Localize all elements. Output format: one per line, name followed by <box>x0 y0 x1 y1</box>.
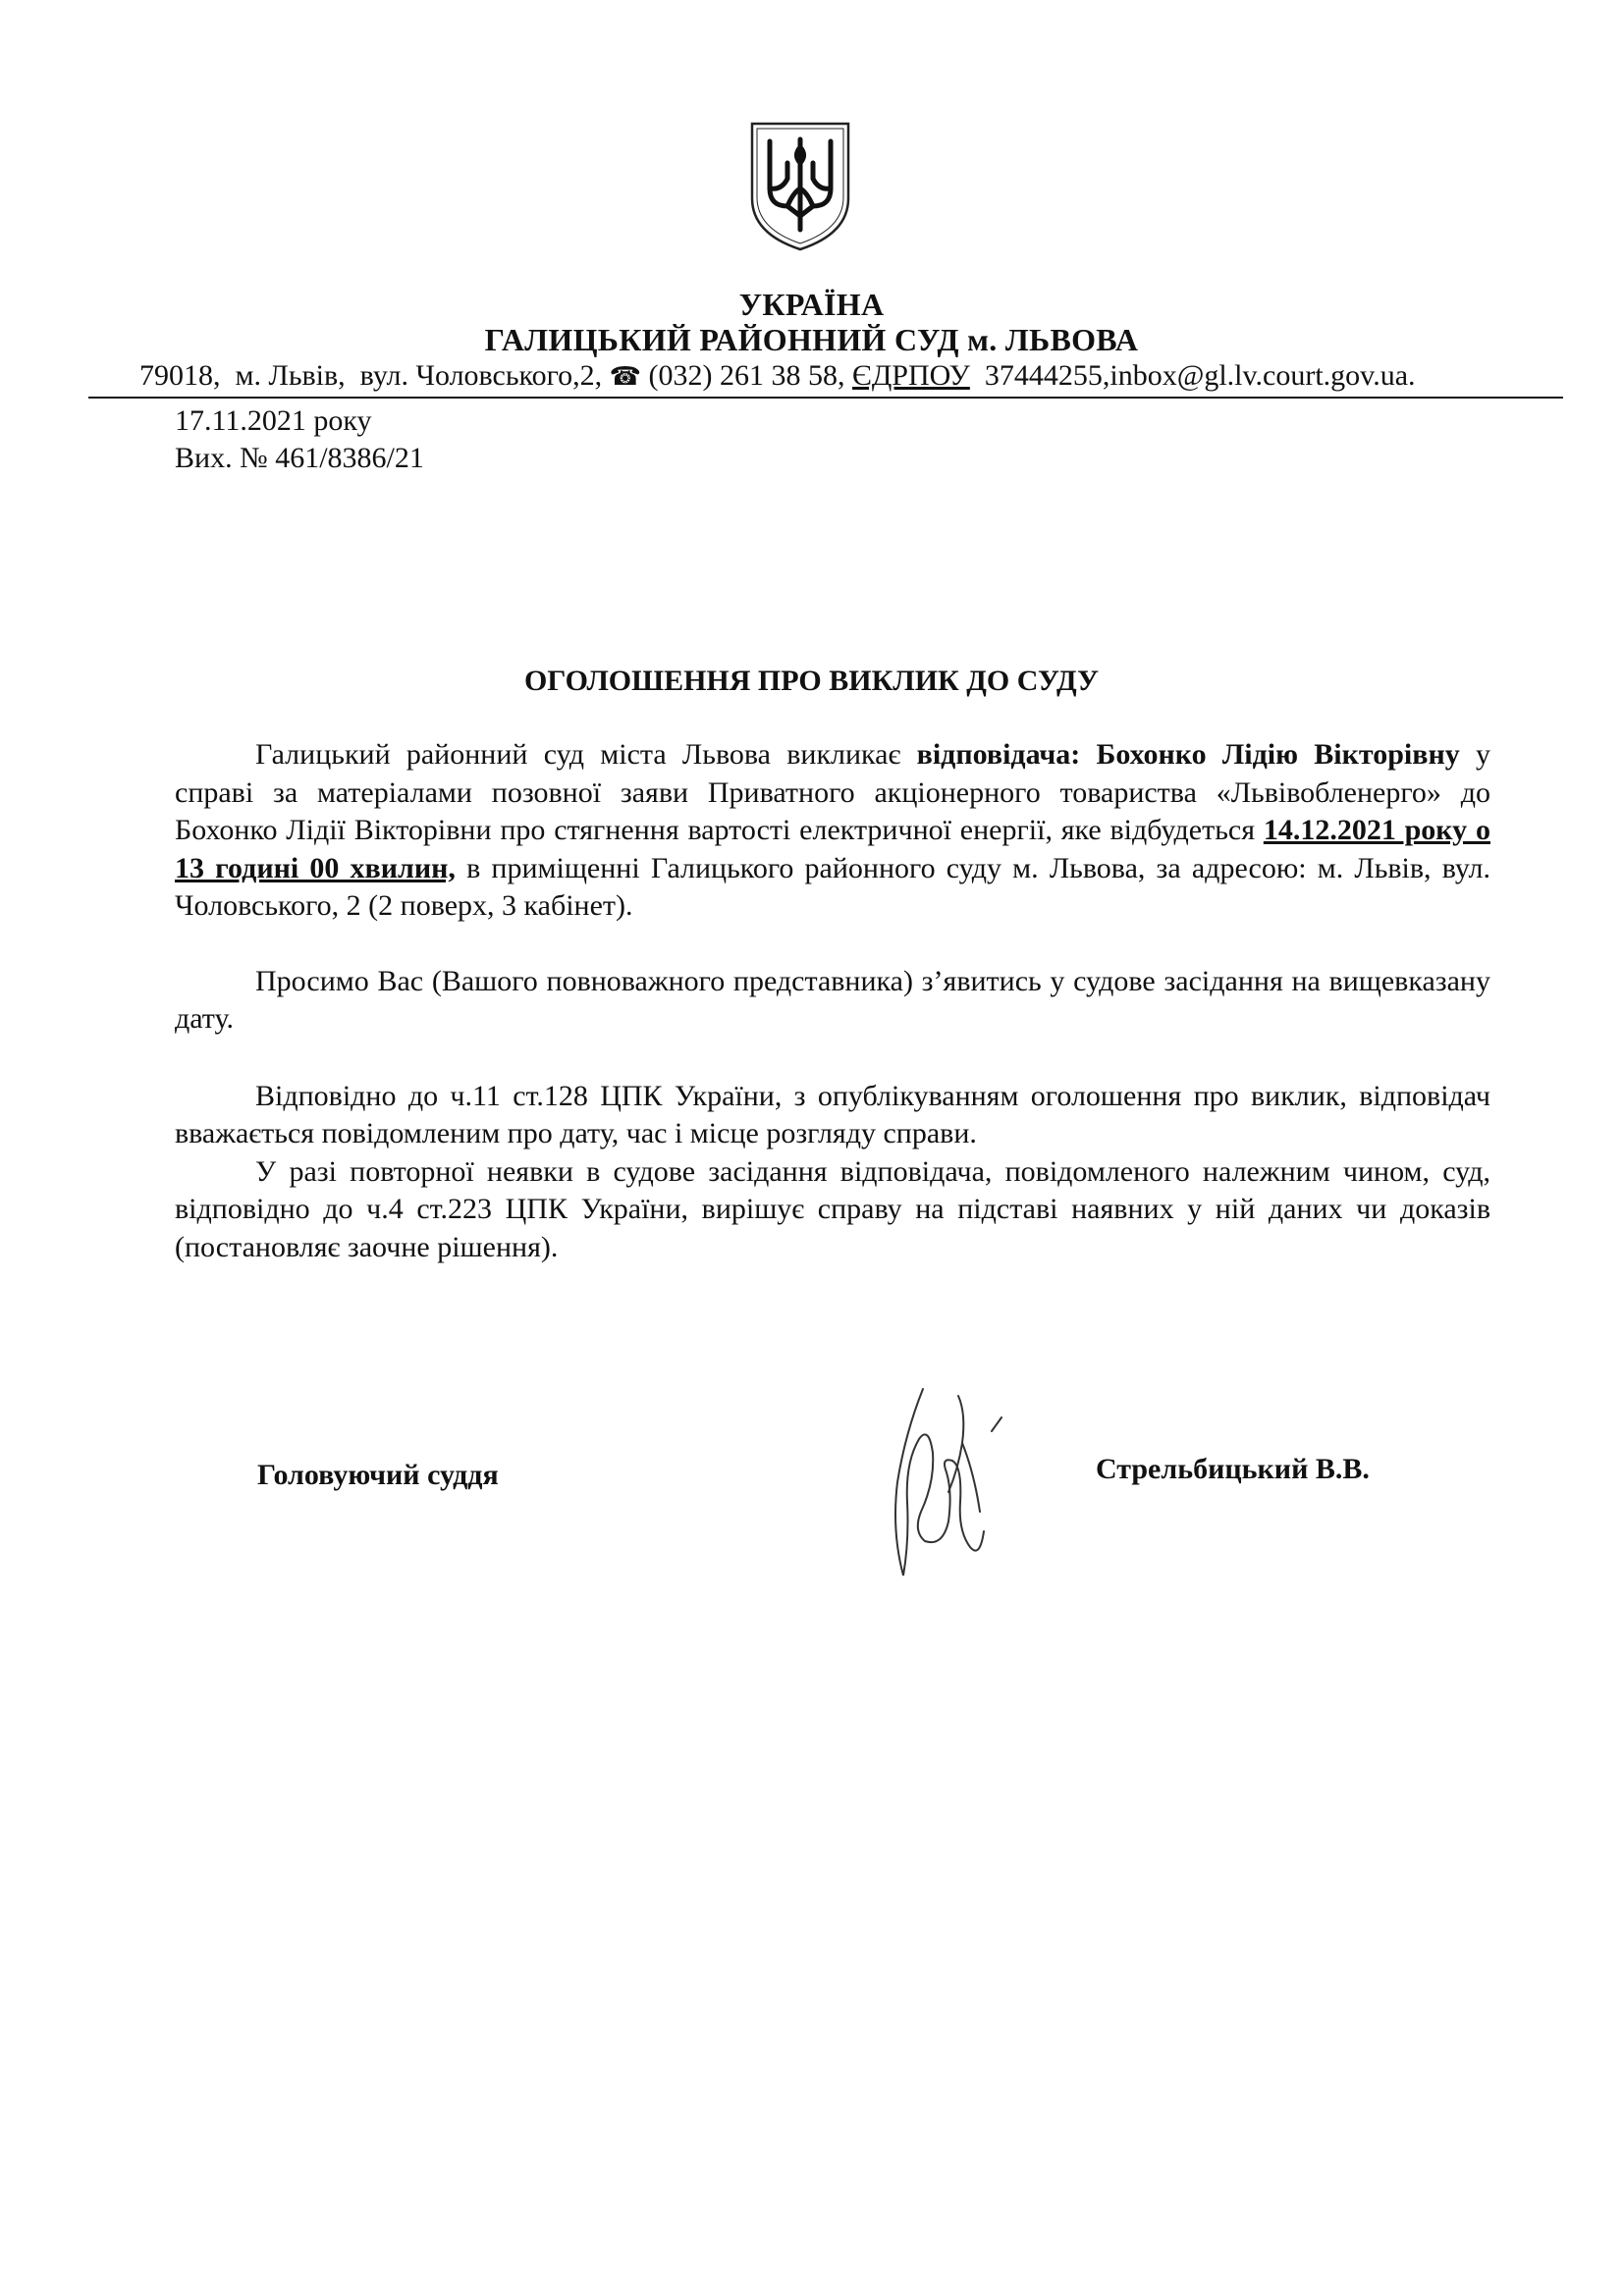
appearance-paragraph: Просимо Вас (Вашого повноважного представника) з’явитись у судове засідання на вищевказану дату. <box>175 964 1490 1035</box>
judge-role: Головуючий суддя <box>257 1459 499 1491</box>
edrpou-label: ЄДРПОУ <box>852 359 970 392</box>
document-body <box>175 736 1490 1266</box>
country-heading: УКРАЇНА <box>738 287 885 322</box>
outgoing-number: Вих. № 461/8386/21 <box>175 442 424 474</box>
court-phone: (032) 261 38 58, <box>648 359 853 392</box>
judge-name: Стрельбицький В.В. <box>1096 1453 1370 1485</box>
defendant-name: відповідача: Бохонко Лідію Вікторівну <box>916 738 1460 771</box>
summons-paragraph <box>175 736 1490 926</box>
court-heading: ГАЛИЦЬКИЙ РАЙОННИЙ СУД м. ЛЬВОВА <box>484 322 1139 357</box>
judge-signature <box>864 1374 1021 1590</box>
hearing-datetime: 14.12.2021 року о 13 годині 00 хвилин, <box>175 814 1490 884</box>
notice-paragraph: Відповідно до ч.11 ст.128 ЦПК України, з опублікуванням оголошення про виклик, відповідач вважається повідомленим про дату, час і місце розгляду справи. <box>175 1079 1490 1149</box>
edrpou-and-email: 37444255,inbox@gl.lv.court.gov.ua. <box>969 359 1416 392</box>
trident-coat-of-arms-icon <box>748 118 852 253</box>
summons-text-start: Галицький районний суд міста Львова викликає <box>255 738 917 771</box>
header-divider <box>88 397 1563 399</box>
document-date: 17.11.2021 року <box>175 404 372 437</box>
default-judgment-paragraph: У разі повторної неявки в судове засідання відповідача, повідомленого належним чином, суд, відповідно до ч.4 ст.223 ЦПК України, вирішує справу на підставі наявних у ній даних чи доказів (постановляє заочне рішення). <box>175 1154 1490 1263</box>
document-title: ОГОЛОШЕННЯ ПРО ВИКЛИК ДО СУДУ <box>523 665 1100 697</box>
court-address: 79018, м. Львів, вул. Чоловського,2, <box>139 359 610 392</box>
phone-icon: ☎ <box>609 362 642 391</box>
summons-text-end: в приміщенні Галицького районного суду м. Львова, за адресою: м. Львів, вул. Чоловського, 2 (2 поверх, 3 кабінет). <box>175 851 1490 922</box>
summons-text-middle: у справі за матеріалами позовної заяви Приватного акціонерного товариства «Львівобленерго» до Бохонко Лідії Вікторівни про стягнення вартості електричної енергії, яке відбудеться <box>175 738 1491 846</box>
court-contacts <box>139 359 1416 394</box>
